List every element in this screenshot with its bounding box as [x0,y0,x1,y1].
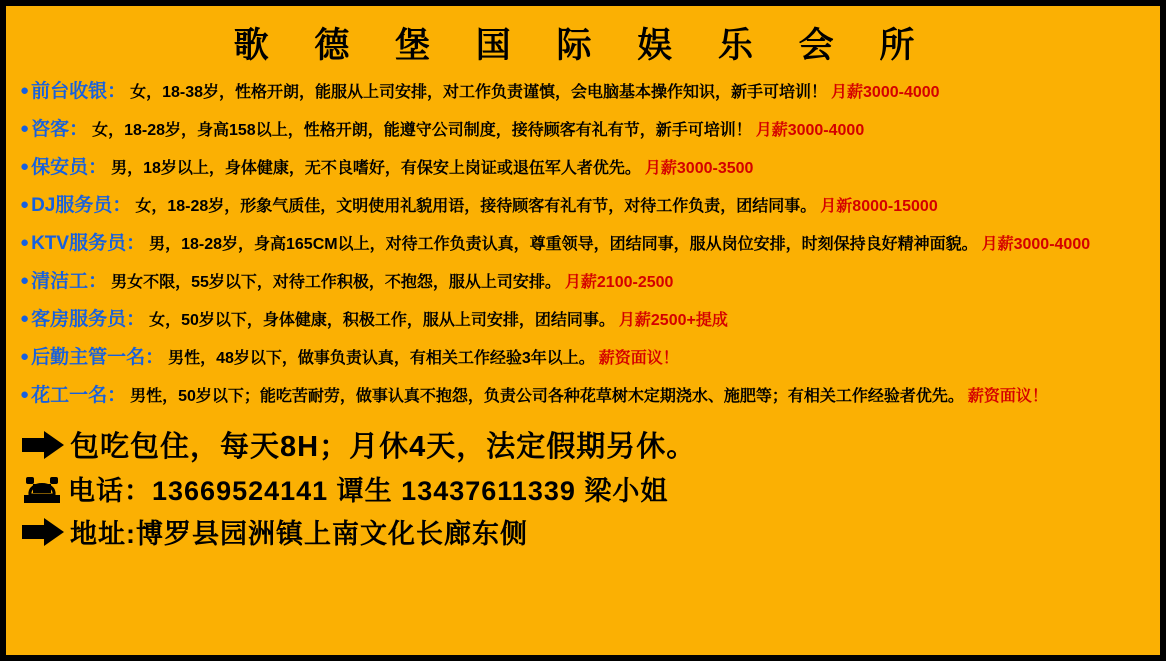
job-title: KTV服务员： [31,233,146,254]
contact-row [22,469,1144,508]
job-salary: 月薪2100-2500 [564,274,674,291]
list-item [20,380,1146,407]
job-description: 男性，50岁以下；能吃苦耐劳，做事认真不抱怨，负责公司各种花草树木定期浇水、施肥等；有相关工作经验者优先。 [130,388,964,405]
poster-title: 歌 德 堡 国 际 娱 乐 会 所 [233,26,933,65]
bullet-icon: ● [20,386,30,403]
job-title: 保安员： [31,157,108,178]
job-description: 女，18-28岁，形象气质佳，文明使用礼貌用语，接待顾客有礼有节，对待工作负责，团结同事。 [135,198,817,215]
bullet-icon: ● [20,196,30,213]
job-description: 女，18-38岁，性格开朗，能服从上司安排，对工作负责谨慎，会电脑基本操作知识，新手可培训！ [130,84,828,101]
list-item [20,266,1146,293]
list-item [20,228,1146,255]
job-description: 男性，48岁以下，做事负责认真，有相关工作经验3年以上。 [168,350,595,367]
job-title: 后勤主管一名： [31,347,165,368]
bullet-icon: ● [20,82,30,99]
list-item [20,304,1146,331]
benefits-text: 包吃包住，每天8H；月休4天，法定假期另休。 [70,431,697,463]
job-description: 男，18岁以上，身体健康，无不良嗜好，有保安上岗证或退伍军人者优先。 [111,160,641,177]
job-list [6,74,1160,407]
job-salary: 薪资面议！ [598,350,679,367]
job-salary: 薪资面议！ [967,388,1048,405]
contact-text: 电话：13669524141 谭生 13437611339 梁小姐 [68,476,669,506]
list-item [20,114,1146,141]
benefits-row [22,424,1144,465]
list-item [20,76,1146,103]
list-item [20,152,1146,179]
bullet-icon: ● [20,234,30,251]
job-salary: 月薪3000-4000 [981,236,1091,253]
job-salary: 月薪3000-4000 [831,84,940,101]
job-title: 咨客： [31,119,89,140]
list-item [20,190,1146,217]
job-salary: 月薪3000-4000 [755,122,865,139]
job-title: 花工一名： [31,385,127,406]
job-title: 清洁工： [31,271,108,292]
job-description: 女，18-28岁，身高158以上，性格开朗，能遵守公司制度，接待顾客有礼有节，新手可培训！ [92,122,752,139]
job-title: 客房服务员： [31,309,146,330]
list-item [20,342,1146,369]
bullet-icon: ● [20,120,30,137]
bullet-icon: ● [20,310,30,327]
job-salary: 月新8000-15000 [820,198,938,215]
job-description: 男女不限，55岁以下，对待工作积极，不抱怨，服从上司安排。 [111,274,561,291]
address-row [22,512,1144,551]
job-description: 男，18-28岁，身高165CM以上，对待工作负责认真，尊重领导，团结同事，服从岗位安排，时刻保持良好精神面貌。 [149,236,978,253]
arrow-right-icon [22,517,64,547]
bullet-icon: ● [20,272,30,289]
job-title: 前台收银： [31,81,127,102]
bullet-icon: ● [20,348,30,365]
poster-footer [6,418,1160,551]
address-text: 地址:博罗县园洲镇上南文化长廊东侧 [70,519,528,549]
job-title: DJ服务员： [31,195,132,216]
job-salary: 月薪2500+提成 [618,312,728,329]
bullet-icon: ● [20,158,30,175]
job-description: 女，50岁以下，身体健康，积极工作，服从上司安排，团结同事。 [149,312,615,329]
job-salary: 月薪3000-3500 [644,160,754,177]
arrow-right-icon [22,430,64,460]
telephone-icon [22,473,62,505]
